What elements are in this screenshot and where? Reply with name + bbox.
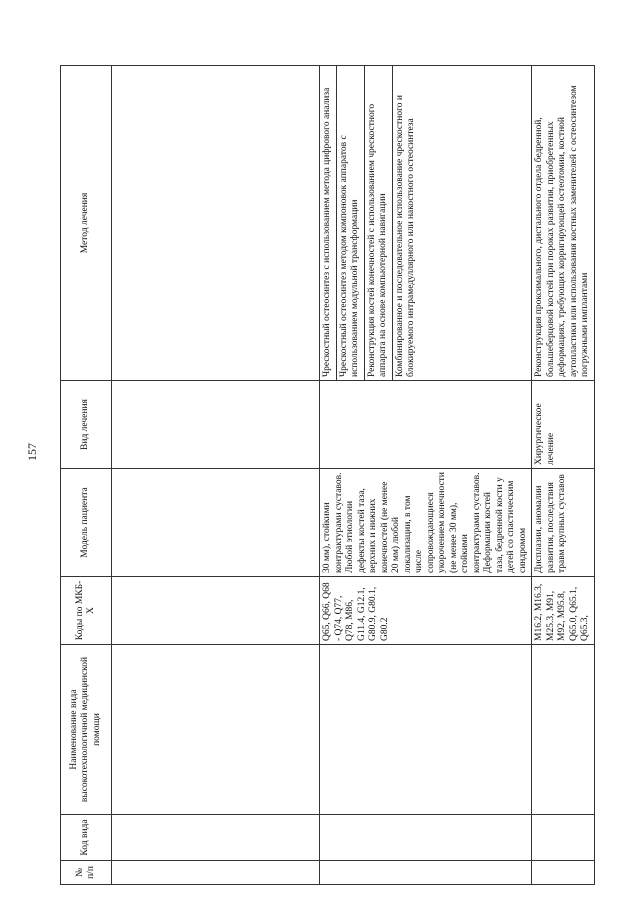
method-item: Реконструкция проксимального, дистального отдела бедренной, большеберцовой костей при пороках развития, приобретенных деформациях, требующих корригирующей остеотомии, костной аутопластики или использования костных заменителей с остеосинтезом погружными имплантами	[534, 85, 590, 377]
table-row-top-band	[112, 66, 320, 885]
cell-empty	[112, 861, 320, 885]
cell-name	[320, 645, 532, 815]
cell-model: Дисплазии, аномалии развития, последствия травм крупных суставов	[532, 469, 595, 577]
cell-no	[532, 861, 595, 885]
cell-kind	[320, 381, 532, 469]
cell-kind: Хирургическое лечение	[532, 381, 595, 469]
cell-code	[532, 815, 595, 861]
header-mkb: Коды по МКБ-Х	[61, 577, 112, 645]
cell-no	[320, 861, 532, 885]
method-item: Чрескостный остеосинтез методом компоновок аппаратов с использованием модульной трансформации	[337, 66, 365, 380]
cell-empty	[112, 381, 320, 469]
cell-code	[320, 815, 532, 861]
cell-method	[320, 66, 532, 381]
table-row	[532, 66, 595, 885]
header-method: Метод лечения	[61, 66, 112, 381]
method-item: Чрескостный остеосинтез с использованием метода цифрового анализа	[320, 66, 337, 380]
header-code: Код вида	[61, 815, 112, 861]
table-row	[320, 66, 532, 885]
cell-empty	[112, 815, 320, 861]
header-kind: Вид лечения	[61, 381, 112, 469]
cell-model: 30 мм), стойкими контрактурами суставов. Любой этиологии дефекты костей таза, верхних и нижних конечностей (не менее 20 мм) любой локализации, в том числе сопровождающиеся укорочением конечности (не менее 30 мм), стойкими контрактурами суставов. Деформации костей таза, бедренной кости у детей со спастическим синдромом	[320, 469, 532, 577]
table-header-row	[61, 66, 112, 885]
header-model: Модель пациента	[61, 469, 112, 577]
cell-mkb: Q65, Q66, Q68 - Q74, Q77, Q78, M86, G11.4, G12.1, G80.9, G80.1, G80.2	[320, 577, 532, 645]
header-no: № п/п	[61, 861, 112, 885]
cell-mkb: M16.2, M16.3, M25.3, M91, M92, M95.8, Q65.0, Q65.1, Q65.3,	[532, 577, 595, 645]
treatment-table	[60, 65, 595, 885]
cell-empty	[112, 66, 320, 381]
page-number: 157	[25, 443, 39, 461]
method-item: Реконструкция костей конечностей с использованием чрескостного аппарата на основе компьютерной навигации	[365, 66, 393, 380]
cell-empty	[112, 645, 320, 815]
cell-name	[532, 645, 595, 815]
method-item: Комбинированное и последовательное использование чрескостного и блокируемого интрамедуллярного или накостного остеосинтеза	[394, 95, 416, 377]
header-name: Наименование вида высокотехнологичной медицинской помощи	[61, 645, 112, 815]
cell-empty	[112, 577, 320, 645]
rotated-table-block	[60, 65, 620, 885]
cell-empty	[112, 469, 320, 577]
cell-method	[532, 66, 595, 381]
